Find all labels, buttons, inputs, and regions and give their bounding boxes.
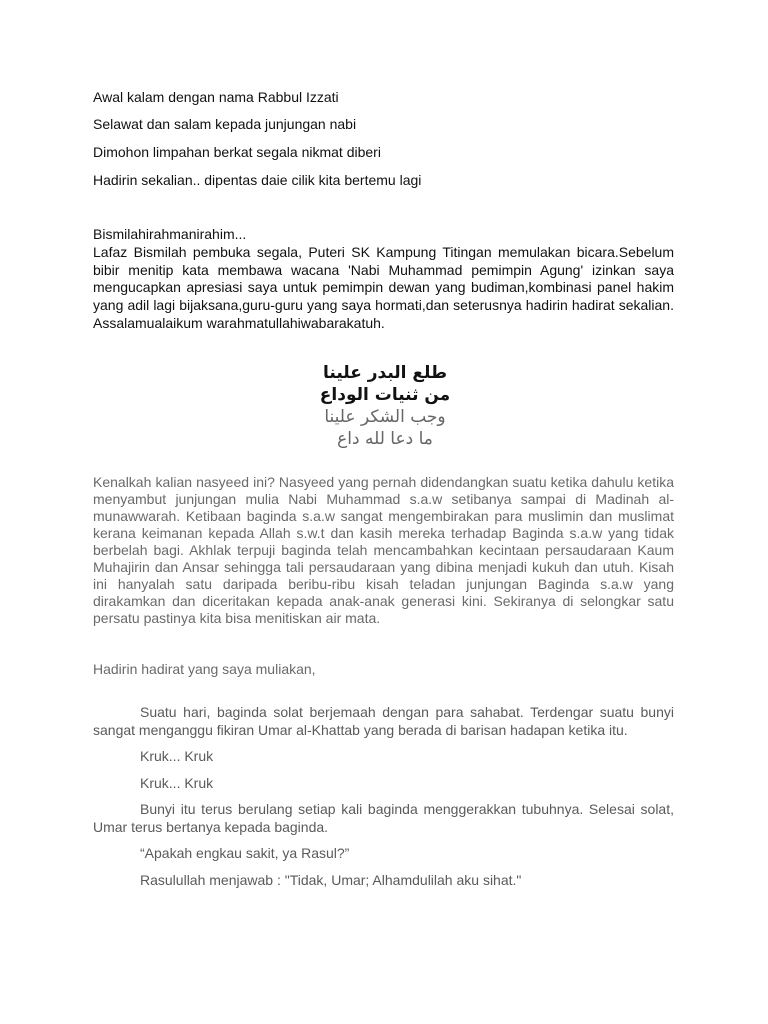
story-sound-line: Kruk... Kruk bbox=[140, 748, 214, 764]
arabic-line: ما دعا لله داع bbox=[337, 429, 433, 449]
arabic-verse bbox=[285, 362, 485, 450]
story-paragraph: Suatu hari, baginda solat berjemaah dengan para sahabat. Terdengar suatu bunyi sangat menganggu fikiran Umar al-Khattab yang berada di barisan hadapan ketika itu. bbox=[93, 704, 674, 738]
story-sound-line: Kruk... Kruk bbox=[140, 774, 214, 791]
story-section bbox=[93, 704, 674, 889]
arabic-line: من ثنيات الوداع bbox=[319, 385, 451, 405]
intro-section bbox=[93, 226, 674, 333]
opening-line: Selawat dan salam kepada junjungan nabi bbox=[93, 116, 357, 132]
intro-paragraph: Lafaz Bismilah pembuka segala, Puteri SK Kampung Titingan memulakan bicara.Sebelum bibir menitip kata membawa wacana 'Nabi Muhammad pemimpin Agung' izinkan saya mengucapkan apresiasi saya untuk pemimpin dewan yang budiman,kombinasi panel hakim yang adil lagi bijaksana,guru-guru yang saya hormati,dan seterusnya hadirin hadirat sekalian. Assalamualaikum warahmatullahiwabarakatuh. bbox=[93, 243, 674, 331]
opening-line: Awal kalam dengan nama Rabbul Izzati bbox=[93, 89, 339, 105]
intro-greeting: Bismilahirahmanirahim... bbox=[93, 226, 247, 242]
story-question: “Apakah engkau sakit, ya Rasul?” bbox=[140, 845, 350, 861]
opening-line: Dimohon limpahan berkat segala nikmat diberi bbox=[93, 144, 381, 160]
opening-verse bbox=[93, 88, 693, 199]
story-paragraph: Bunyi itu terus berulang setiap kali baginda menggerakkan tubuhnya. Selesai solat, Umar terus bertanya kepada baginda. bbox=[93, 801, 674, 835]
arabic-line: طلع البدر علينا bbox=[323, 363, 447, 383]
story-answer: Rasulullah menjawab : "Tidak, Umar; Alhamdulilah aku sihat." bbox=[140, 871, 522, 888]
hadirin-line: Hadirin hadirat yang saya muliakan, bbox=[93, 661, 316, 677]
arabic-line: وجب الشكر علينا bbox=[324, 407, 446, 427]
nasyeed-paragraph: Kenalkah kalian nasyeed ini? Nasyeed yang pernah didendangkan suatu ketika dahulu ketika menyambut junjungan mulia Nabi Muhammad s.a.w setibanya sampai di Madinah al-munawwarah. Ketibaan baginda s.a.w sangat mengembirakan para muslimin dan muslimat kerana keimanan kepada Allah s.w.t dan kasih mereka terhadap Baginda s.a.w yang tidak berbelah bagi. Akhlak terpuji baginda telah mencambahkan kecintaan persaudaraan Kaum Muhajirin dan Ansar sehingga tali persaudaraan yang dibina menjadi kukuh dan utuh. Kisah ini hanyalah satu daripada beribu-ribu kisah teladan junjungan Baginda s.a.w yang dirakamkan dan diceritakan kepada anak-anak generasi kini. Sekiranya di selongkar satu persatu pastinya kita bisa menitiskan air mata. bbox=[93, 474, 674, 626]
opening-line: Hadirin sekalian.. dipentas daie cilik kita bertemu lagi bbox=[93, 172, 422, 188]
